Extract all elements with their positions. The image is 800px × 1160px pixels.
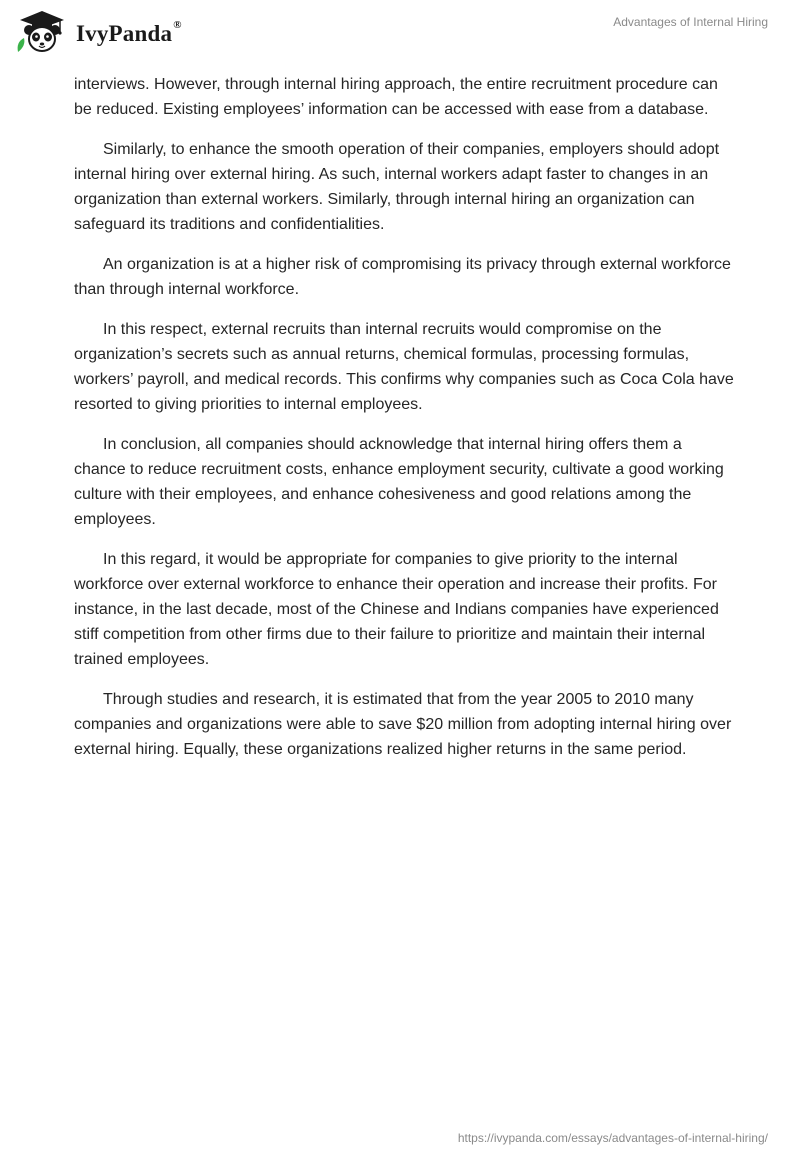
paragraph: interviews. However, through internal hiring approach, the entire recruitment procedure can be reduced. Existing employees’ information can be accessed with ease from a database. <box>74 76 718 118</box>
paragraph: Similarly, to enhance the smooth operation of their companies, employers should adopt internal hiring over external hiring. As such, internal workers adapt faster to changes in an organization than external workers. Similarly, through internal hiring an organization can safeguard its traditions and confidentialities. <box>74 141 720 233</box>
page-header <box>0 0 800 70</box>
document-title: Advantages of Internal Hiring <box>613 15 768 29</box>
essay-body <box>74 72 734 777</box>
paragraph: In this respect, external recruits than internal recruits would compromise on the organization’s secrets such as annual returns, chemical formulas, processing formulas, workers’ payroll, and medical records. This confirms why companies such as Coca Cola have resorted to giving priorities to internal employees. <box>74 321 734 413</box>
panda-graduate-logo-icon <box>14 8 70 56</box>
paragraph: In conclusion, all companies should acknowledge that internal hiring offers them a chance to reduce recruitment costs, enhance employment security, cultivate a good working culture with their employees, and enhance cohesiveness and good relations among the employees. <box>74 436 724 528</box>
brand-name: IvyPanda® <box>76 19 182 46</box>
paragraph: Through studies and research, it is estimated that from the year 2005 to 2010 many companies and organizations were able to save $20 million from adopting internal hiring over external hiring. Equally, these organizations realized higher returns in the same period. <box>74 691 732 758</box>
paragraph: In this regard, it would be appropriate for companies to give priority to the internal workforce over external workforce to enhance their operation and increase their profits. For instance, in the last decade, most of the Chinese and Indians companies have experienced stiff competition from other firms due to their failure to prioritize and maintain their internal trained employees. <box>74 551 719 668</box>
paragraph: An organization is at a higher risk of compromising its privacy through external workforce than through internal workforce. <box>74 256 731 298</box>
ivypanda-logo[interactable] <box>14 8 182 56</box>
source-url[interactable]: https://ivypanda.com/essays/advantages-of-internal-hiring/ <box>457 1131 768 1145</box>
registered-mark: ® <box>173 19 182 31</box>
